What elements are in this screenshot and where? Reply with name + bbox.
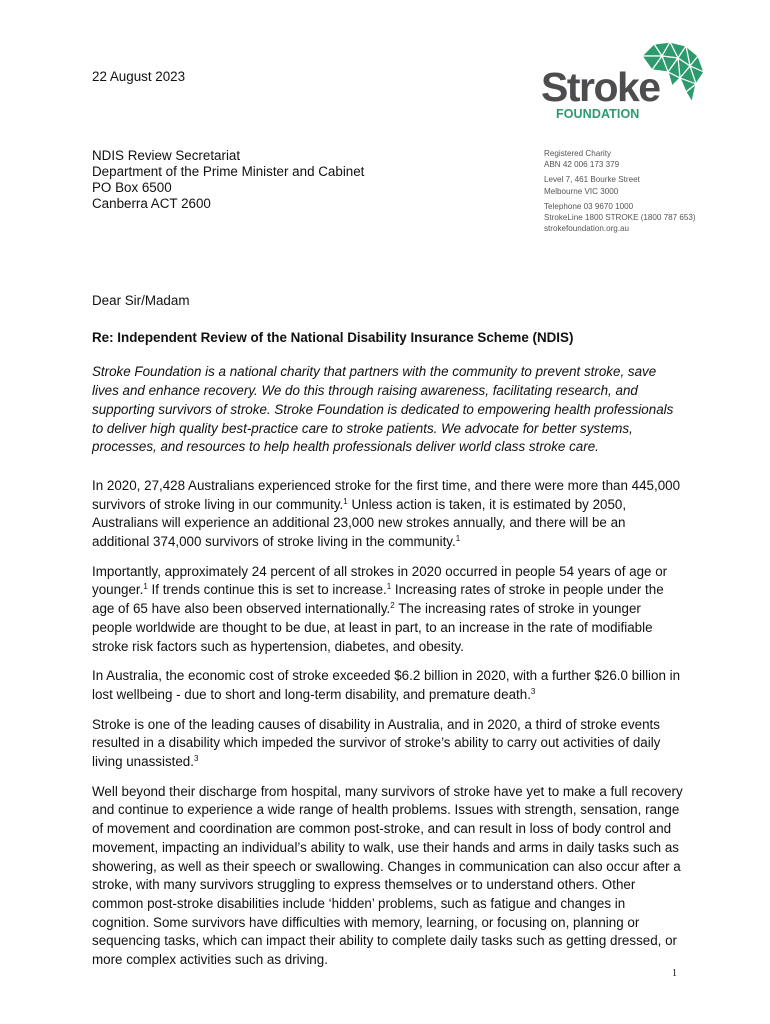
recipient-line: Department of the Prime Minister and Cabinet [92,164,365,179]
subject-line: Re: Independent Review of the National Disability Insurance Scheme (NDIS) [92,329,574,345]
footnote-ref: 1 [455,534,461,544]
footnote-ref: 1 [343,496,348,506]
charity-line: strokefoundation.org.au [544,224,630,234]
footnote-ref: 3 [193,754,199,764]
charity-line: Level 7, 461 Bourke Street [544,175,640,185]
recipient-line: Canberra ACT 2600 [92,196,211,211]
charity-line: Registered Charity [544,149,612,158]
intro-paragraph: Stroke Foundation is a national charity that partners with the community to prevent stroke, save lives and enhance recovery. We do this through raising awareness, facilitating research, and supporting survivors of stroke. Stroke Foundation is dedicated to empowering health professionals to deliver high quality best-practice care to stroke patients. We advocate for better systems, processes, and resources to help health professionals deliver world class stroke care. [92,364,674,455]
paragraph: In Australia, the economic cost of stroke exceeded $6.2 billion in 2020, with a further $26.0 billion in lost wellbeing - due to short and long-term disability, and premature death.$^3$ [92,668,681,702]
logo-wordmark: Stroke [541,64,660,110]
page-number: 1 [672,968,677,979]
paragraph: Importantly, approximately 24 percent of all strokes in 2020 occurred in people 54 years of age or younger.$^1$ If trends continue this is set to increase.$^1$ Increasing rates of stroke in people under the age of 65 have also been observed internationally.$^2$ The increasing rates of stroke in younger people worldwide are thought to be due, at least in part, to an increase in the rate of modifiable stroke risk factors such as hypertension, diabetes, and obesity. [92,563,668,654]
charity-details [544,148,696,234]
footnote-ref: 3 [530,686,536,696]
footnote-ref: 1 [386,582,392,592]
stroke-foundation-logo [541,42,707,122]
charity-line: StrokeLine 1800 STROKE (1800 787 653) [544,213,696,223]
paragraph: In 2020, 27,428 Australians experienced stroke for the first time, and there were more than 445,000 survivors of stroke living in our community.$^1$ Unless action is taken, it is estimated by 2050, Australians will experience an additional 23,000 new strokes annually, and there will be an additional 374,000 survivors of stroke living in the community.$^1$ [92,477,681,550]
recipient-line: PO Box 6500 [92,180,172,195]
letter-body [92,292,684,981]
salutation: Dear Sir/Madam [92,293,190,308]
recipient-line: NDIS Review Secretariat [92,148,241,163]
recipient-address [92,148,364,212]
logo-subtitle: FOUNDATION [556,107,640,121]
footnote-ref: 2 [390,601,395,611]
letter-date: 22 August 2023 [92,69,186,84]
charity-line: Melbourne VIC 3000 [544,186,619,196]
charity-line: ABN 42 006 173 379 [544,160,620,170]
paragraph: Stroke is one of the leading causes of disability in Australia, and in 2020, a third of stroke events resulted in a disability which impeded the survivor of stroke’s ability to carry out activities of daily living unassisted.$^3$ [92,716,661,770]
paragraph: Well beyond their discharge from hospital, many survivors of stroke have yet to make a full recovery and continue to experience a wide range of health problems. Issues with strength, sensation, range of movement and coordination are common post-stroke, and can result in loss of body control and movement, impacting an individual’s ability to walk, use their hands and arms in daily tasks such as showering, as well as their speech or swallowing. Changes in communication can also occur after a stroke, with many survivors struggling to express themselves or to understand others. Other common post-stroke disabilities include ‘hidden’ problems, such as fatigue and changes in cognition. Some survivors have difficulties with memory, learning, or focusing on, planning or sequencing tasks, which can impact their ability to complete daily tasks such as getting dressed, or more complex activities such as driving. [92,783,683,968]
charity-line: Telephone 03 9670 1000 [544,201,634,211]
footnote-ref: 1 [143,582,148,592]
